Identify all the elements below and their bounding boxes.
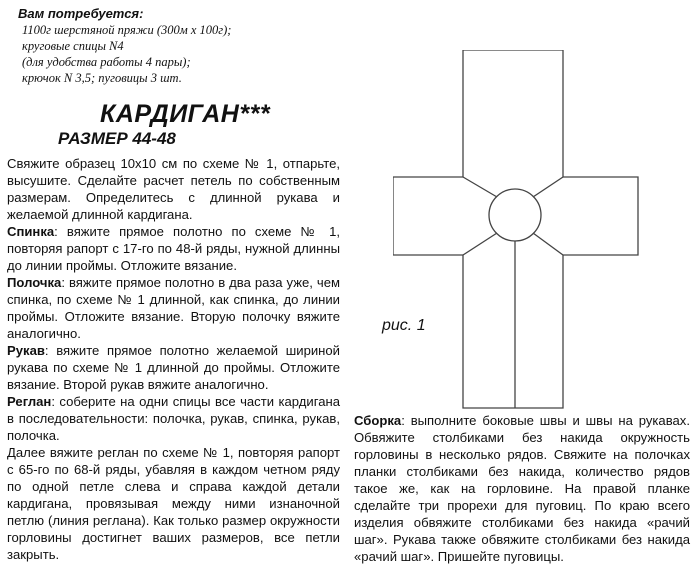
materials-line: крючок N 3,5; пуговицы 3 шт.	[22, 71, 182, 85]
size-subtitle: РАЗМЕР 44-48	[58, 129, 176, 148]
instruction-paragraph: Свяжите образец 10х10 см по схеме № 1, отпарьте, высушите. Сделайте расчет петель по собственным размерам. Определитесь с длинной рукава и желаемой длинной кардигана.	[7, 156, 340, 222]
instructions-right-column	[354, 412, 690, 565]
materials-line: круговые спицы N4	[22, 39, 124, 53]
instruction-paragraph-raglan: Реглан: соберите на одни спицы все части кардигана в последовательности: полочка, рукав, спинка, рукав, полочка.	[7, 394, 340, 443]
schematic-lines	[393, 50, 638, 408]
materials-line: 1100г шерстяной пряжи (300м х 100г);	[22, 23, 232, 37]
raglan-line	[463, 177, 497, 197]
raglan-line	[463, 233, 497, 255]
raglan-line	[533, 177, 563, 197]
raglan-line	[533, 233, 563, 255]
instruction-paragraph: Далее вяжите реглан по схеме № 1, повторяя рапорт с 65-го по 68-й ряды, убавляя в каждом четном ряду по одной петле слева и справа каждой детали кардигана, провязывая между ними изнаночной петлю (линия реглана). Как только размер окружности горловины достигнет ваших размеров, все петли закрыть.	[7, 445, 340, 562]
diagram-caption: рис. 1	[382, 317, 426, 334]
instruction-paragraph-back: Спинка: вяжите прямое полотно по схеме № 1, повторяя рапорт с 17-го по 48-й ряды, нужной длинны до линии проймы. Отложите вязание.	[7, 224, 340, 273]
materials-heading: Вам потребуется:	[18, 6, 144, 21]
instruction-paragraph-assembly: Сборка: выполните боковые швы и швы на рукавах. Обвяжите столбиками без накида окружность горловины в несколько рядов. Свяжите на полочках планки столбиками без накида, количество рядов такое же, как на горловине. На правой планке сделайте три прорехи для пуговиц. По краю всего изделия обвяжите столбиками без накида «рачий шаг». Рукава также обвяжите столбиками без накида «рачий шаг». Пришейте пуговицы.	[354, 413, 690, 564]
page-title: КАРДИГАН***	[100, 100, 271, 128]
cardigan-schematic-diagram	[393, 50, 643, 410]
instruction-paragraph-sleeve: Рукав: вяжите прямое полотно желаемой шириной рукава по схеме № 1 длинной до проймы. Отложите вязание. Второй рукав вяжите аналогично.	[7, 343, 340, 392]
materials-line: (для удобства работы 4 пары);	[22, 55, 191, 69]
materials-block	[18, 6, 318, 86]
instructions-left-column	[7, 155, 340, 563]
instruction-paragraph-front: Полочка: вяжите прямое полотно в два раза уже, чем спинка, по схеме № 1 длинной, как спинка, до линии проймы. Отложите вязание. Вторую полочку вяжите аналогично.	[7, 275, 340, 341]
